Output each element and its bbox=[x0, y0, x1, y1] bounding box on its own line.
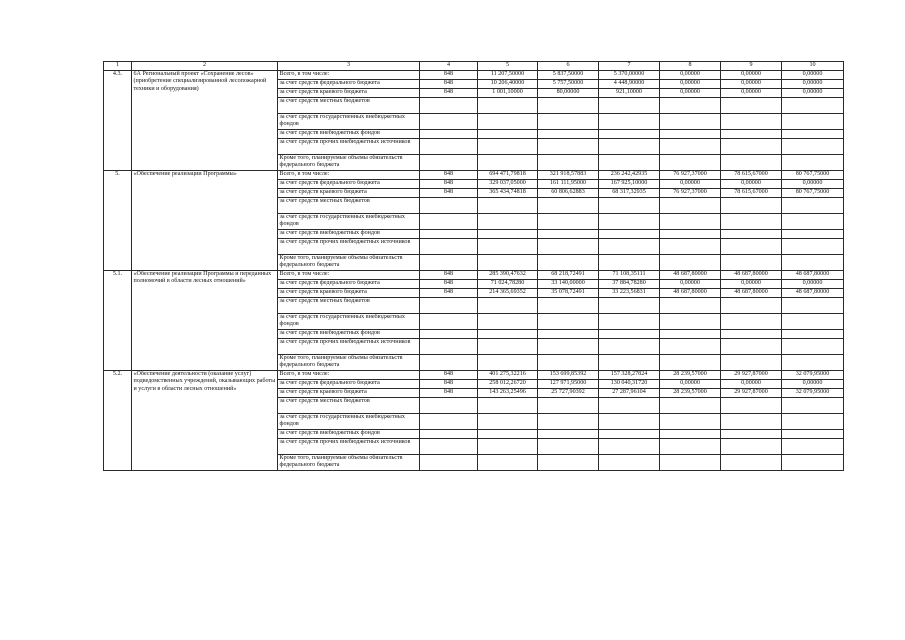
empty-cell bbox=[721, 239, 782, 255]
empty-cell bbox=[721, 230, 782, 239]
budget-code-cell: 848 bbox=[420, 289, 478, 298]
empty-cell bbox=[538, 439, 599, 455]
empty-cell bbox=[660, 114, 721, 130]
empty-cell bbox=[660, 198, 721, 214]
amount-cell: 48 687,80000 bbox=[721, 271, 782, 280]
item-index: 5.1. bbox=[104, 271, 132, 371]
empty-cell bbox=[782, 398, 844, 414]
empty-cell bbox=[660, 314, 721, 330]
funding-source: Всего, в том числе: bbox=[278, 171, 420, 180]
amount-cell: 35 078,72491 bbox=[538, 289, 599, 298]
funding-source: Кроме того, планируемые объемы обязательств федерального бюджета bbox=[278, 155, 420, 171]
table-row bbox=[104, 271, 844, 280]
empty-cell bbox=[782, 430, 844, 439]
empty-cell bbox=[721, 430, 782, 439]
column-header: 7 bbox=[599, 62, 660, 71]
empty-cell bbox=[660, 398, 721, 414]
empty-cell bbox=[660, 214, 721, 230]
empty-cell bbox=[782, 339, 844, 355]
amount-cell: 1 001,10000 bbox=[478, 89, 538, 98]
empty-cell bbox=[599, 239, 660, 255]
amount-cell: 0,00000 bbox=[721, 80, 782, 89]
empty-cell bbox=[660, 139, 721, 155]
amount-cell: 48 687,80000 bbox=[782, 271, 844, 280]
empty-cell bbox=[660, 230, 721, 239]
empty-cell bbox=[782, 114, 844, 130]
empty-cell bbox=[599, 398, 660, 414]
empty-cell bbox=[721, 439, 782, 455]
empty-cell bbox=[538, 398, 599, 414]
funding-source: за счет средств краевого бюджета bbox=[278, 289, 420, 298]
empty-cell bbox=[721, 114, 782, 130]
empty-cell bbox=[478, 430, 538, 439]
amount-cell: 401 275,32216 bbox=[478, 371, 538, 380]
amount-cell: 29 927,87000 bbox=[721, 371, 782, 380]
empty-cell bbox=[721, 414, 782, 430]
budget-code-cell: 848 bbox=[420, 189, 478, 198]
amount-cell: 214 365,69352 bbox=[478, 289, 538, 298]
item-name: 6А Региональный проект «Сохранение лесов» (приобретение специализированной лесопожарной техники и оборудования) bbox=[132, 71, 278, 171]
empty-cell bbox=[782, 439, 844, 455]
empty-cell bbox=[538, 130, 599, 139]
empty-cell bbox=[660, 330, 721, 339]
funding-source: за счет средств прочих внебюджетных источников bbox=[278, 339, 420, 355]
empty-cell bbox=[420, 314, 478, 330]
funding-source: за счет средств местных бюджетов bbox=[278, 98, 420, 114]
funding-source: за счет средств местных бюджетов bbox=[278, 398, 420, 414]
funding-source: Кроме того, планируемые объемы обязательств федерального бюджета bbox=[278, 355, 420, 371]
empty-cell bbox=[660, 130, 721, 139]
amount-cell: 71 024,78280 bbox=[478, 280, 538, 289]
amount-cell: 285 390,47632 bbox=[478, 271, 538, 280]
item-name: «Обеспечение реализации Программы и переданных полномочий в области лесных отношений» bbox=[132, 271, 278, 371]
empty-cell bbox=[478, 155, 538, 171]
empty-cell bbox=[538, 230, 599, 239]
amount-cell: 5 370,00000 bbox=[599, 71, 660, 80]
column-header: 1 bbox=[104, 62, 132, 71]
empty-cell bbox=[478, 398, 538, 414]
funding-source: за счет средств внебюджетных фондов bbox=[278, 430, 420, 439]
amount-cell: 76 927,37000 bbox=[660, 171, 721, 180]
empty-cell bbox=[478, 114, 538, 130]
empty-cell bbox=[660, 98, 721, 114]
column-header: 10 bbox=[782, 62, 844, 71]
empty-cell bbox=[782, 314, 844, 330]
amount-cell: 80 767,75000 bbox=[782, 171, 844, 180]
empty-cell bbox=[599, 230, 660, 239]
amount-cell: 0,00000 bbox=[782, 71, 844, 80]
empty-cell bbox=[721, 455, 782, 471]
funding-source: за счет средств внебюджетных фондов bbox=[278, 230, 420, 239]
empty-cell bbox=[660, 298, 721, 314]
budget-table bbox=[103, 61, 844, 471]
empty-cell bbox=[478, 198, 538, 214]
empty-cell bbox=[660, 430, 721, 439]
empty-cell bbox=[538, 339, 599, 355]
amount-cell: 0,00000 bbox=[721, 180, 782, 189]
empty-cell bbox=[538, 314, 599, 330]
amount-cell: 0,00000 bbox=[782, 89, 844, 98]
empty-cell bbox=[599, 314, 660, 330]
column-header: 3 bbox=[278, 62, 420, 71]
empty-cell bbox=[478, 130, 538, 139]
empty-cell bbox=[478, 339, 538, 355]
funding-source: за счет средств краевого бюджета bbox=[278, 89, 420, 98]
empty-cell bbox=[538, 214, 599, 230]
empty-cell bbox=[599, 198, 660, 214]
empty-cell bbox=[478, 98, 538, 114]
empty-cell bbox=[420, 139, 478, 155]
empty-cell bbox=[420, 398, 478, 414]
empty-cell bbox=[599, 414, 660, 430]
funding-source: Кроме того, планируемые объемы обязательств федерального бюджета bbox=[278, 455, 420, 471]
empty-cell bbox=[721, 139, 782, 155]
budget-code-cell: 848 bbox=[420, 271, 478, 280]
empty-cell bbox=[599, 139, 660, 155]
empty-cell bbox=[782, 355, 844, 371]
amount-cell: 0,00000 bbox=[660, 80, 721, 89]
budget-code-cell: 848 bbox=[420, 180, 478, 189]
empty-cell bbox=[478, 414, 538, 430]
amount-cell: 130 040,31720 bbox=[599, 380, 660, 389]
empty-cell bbox=[721, 298, 782, 314]
empty-cell bbox=[782, 298, 844, 314]
amount-cell: 0,00000 bbox=[660, 180, 721, 189]
amount-cell: 25 727,90392 bbox=[538, 389, 599, 398]
empty-cell bbox=[599, 255, 660, 271]
empty-cell bbox=[420, 439, 478, 455]
amount-cell: 28 239,57000 bbox=[660, 389, 721, 398]
empty-cell bbox=[420, 355, 478, 371]
empty-cell bbox=[420, 414, 478, 430]
empty-cell bbox=[782, 98, 844, 114]
empty-cell bbox=[478, 439, 538, 455]
empty-cell bbox=[478, 355, 538, 371]
empty-cell bbox=[478, 314, 538, 330]
amount-cell: 32 079,95000 bbox=[782, 371, 844, 380]
funding-source: за счет средств прочих внебюджетных источников bbox=[278, 239, 420, 255]
funding-source: за счет средств федерального бюджета bbox=[278, 280, 420, 289]
amount-cell: 0,00000 bbox=[721, 280, 782, 289]
empty-cell bbox=[721, 330, 782, 339]
column-header: 4 bbox=[420, 62, 478, 71]
amount-cell: 5 757,50000 bbox=[538, 80, 599, 89]
amount-cell: 321 918,57883 bbox=[538, 171, 599, 180]
amount-cell: 0,00000 bbox=[660, 380, 721, 389]
item-index: 5. bbox=[104, 171, 132, 271]
amount-cell: 0,00000 bbox=[660, 280, 721, 289]
amount-cell: 127 971,95000 bbox=[538, 380, 599, 389]
empty-cell bbox=[538, 430, 599, 439]
empty-cell bbox=[538, 414, 599, 430]
empty-cell bbox=[420, 198, 478, 214]
amount-cell: 68 317,32935 bbox=[599, 189, 660, 198]
empty-cell bbox=[660, 414, 721, 430]
amount-cell: 37 884,78280 bbox=[599, 280, 660, 289]
empty-cell bbox=[782, 414, 844, 430]
amount-cell: 236 242,42935 bbox=[599, 171, 660, 180]
amount-cell: 48 687,80000 bbox=[782, 289, 844, 298]
funding-source: за счет средств внебюджетных фондов bbox=[278, 330, 420, 339]
table-header-row bbox=[104, 62, 844, 71]
funding-source: за счет средств прочих внебюджетных источников bbox=[278, 439, 420, 455]
empty-cell bbox=[782, 214, 844, 230]
empty-cell bbox=[478, 139, 538, 155]
empty-cell bbox=[721, 130, 782, 139]
funding-source: за счет средств федерального бюджета bbox=[278, 80, 420, 89]
budget-code-cell: 848 bbox=[420, 380, 478, 389]
item-index: 4.3. bbox=[104, 71, 132, 171]
funding-source: за счет средств государственных внебюджетных фондов bbox=[278, 214, 420, 230]
empty-cell bbox=[420, 214, 478, 230]
empty-cell bbox=[721, 198, 782, 214]
empty-cell bbox=[660, 339, 721, 355]
empty-cell bbox=[721, 98, 782, 114]
column-header: 5 bbox=[478, 62, 538, 71]
budget-code-cell: 848 bbox=[420, 71, 478, 80]
budget-code-cell: 848 bbox=[420, 371, 478, 380]
column-header: 6 bbox=[538, 62, 599, 71]
column-header: 2 bbox=[132, 62, 278, 71]
empty-cell bbox=[721, 255, 782, 271]
empty-cell bbox=[660, 155, 721, 171]
amount-cell: 71 108,35111 bbox=[599, 271, 660, 280]
empty-cell bbox=[660, 439, 721, 455]
funding-source: за счет средств федерального бюджета bbox=[278, 180, 420, 189]
amount-cell: 29 927,87000 bbox=[721, 389, 782, 398]
funding-source: Всего, в том числе: bbox=[278, 271, 420, 280]
amount-cell: 33 223,56831 bbox=[599, 289, 660, 298]
amount-cell: 0,00000 bbox=[782, 380, 844, 389]
empty-cell bbox=[538, 98, 599, 114]
amount-cell: 153 699,85392 bbox=[538, 371, 599, 380]
budget-code-cell: 848 bbox=[420, 389, 478, 398]
funding-source: за счет средств прочих внебюджетных источников bbox=[278, 139, 420, 155]
amount-cell: 32 079,95000 bbox=[782, 389, 844, 398]
empty-cell bbox=[782, 239, 844, 255]
table-row bbox=[104, 71, 844, 80]
empty-cell bbox=[420, 130, 478, 139]
empty-cell bbox=[478, 214, 538, 230]
item-name: «Обеспечение деятельности (оказание услуг) подведомственных учреждений, оказывающих работы и услуги в области лесных отношений» bbox=[132, 371, 278, 471]
empty-cell bbox=[599, 339, 660, 355]
amount-cell: 68 218,72491 bbox=[538, 271, 599, 280]
amount-cell: 11 207,50000 bbox=[478, 71, 538, 80]
empty-cell bbox=[420, 230, 478, 239]
empty-cell bbox=[538, 255, 599, 271]
empty-cell bbox=[420, 430, 478, 439]
empty-cell bbox=[420, 114, 478, 130]
empty-cell bbox=[538, 455, 599, 471]
funding-source: за счет средств внебюджетных фондов bbox=[278, 130, 420, 139]
empty-cell bbox=[420, 239, 478, 255]
empty-cell bbox=[660, 255, 721, 271]
amount-cell: 921,10000 bbox=[599, 89, 660, 98]
amount-cell: 329 037,05000 bbox=[478, 180, 538, 189]
empty-cell bbox=[538, 298, 599, 314]
empty-cell bbox=[538, 239, 599, 255]
empty-cell bbox=[420, 339, 478, 355]
amount-cell: 0,00000 bbox=[782, 180, 844, 189]
empty-cell bbox=[420, 455, 478, 471]
column-header: 9 bbox=[721, 62, 782, 71]
item-index: 5.2. bbox=[104, 371, 132, 471]
amount-cell: 694 471,79818 bbox=[478, 171, 538, 180]
amount-cell: 0,00000 bbox=[721, 71, 782, 80]
funding-source: за счет средств государственных внебюджетных фондов bbox=[278, 114, 420, 130]
empty-cell bbox=[782, 230, 844, 239]
empty-cell bbox=[420, 330, 478, 339]
funding-source: Кроме того, планируемые объемы обязательств федерального бюджета bbox=[278, 255, 420, 271]
empty-cell bbox=[599, 355, 660, 371]
funding-source: за счет средств местных бюджетов bbox=[278, 198, 420, 214]
amount-cell: 60 806,62883 bbox=[538, 189, 599, 198]
empty-cell bbox=[538, 355, 599, 371]
table-row bbox=[104, 371, 844, 380]
empty-cell bbox=[478, 298, 538, 314]
amount-cell: 10 206,40000 bbox=[478, 80, 538, 89]
empty-cell bbox=[782, 130, 844, 139]
amount-cell: 28 239,57000 bbox=[660, 371, 721, 380]
budget-code-cell: 848 bbox=[420, 89, 478, 98]
empty-cell bbox=[782, 330, 844, 339]
empty-cell bbox=[478, 239, 538, 255]
empty-cell bbox=[599, 155, 660, 171]
empty-cell bbox=[599, 214, 660, 230]
funding-source: за счет средств государственных внебюджетных фондов bbox=[278, 414, 420, 430]
empty-cell bbox=[478, 255, 538, 271]
amount-cell: 161 111,95000 bbox=[538, 180, 599, 189]
budget-code-cell: 848 bbox=[420, 280, 478, 289]
amount-cell: 258 012,26720 bbox=[478, 380, 538, 389]
item-name: «Обеспечение реализации Программы» bbox=[132, 171, 278, 271]
amount-cell: 33 140,00000 bbox=[538, 280, 599, 289]
amount-cell: 5 837,50000 bbox=[538, 71, 599, 80]
empty-cell bbox=[538, 114, 599, 130]
budget-code-cell: 848 bbox=[420, 171, 478, 180]
empty-cell bbox=[538, 139, 599, 155]
empty-cell bbox=[721, 314, 782, 330]
empty-cell bbox=[782, 455, 844, 471]
amount-cell: 78 615,67000 bbox=[721, 189, 782, 198]
empty-cell bbox=[599, 455, 660, 471]
empty-cell bbox=[782, 155, 844, 171]
funding-source: за счет средств краевого бюджета bbox=[278, 389, 420, 398]
funding-source: за счет средств местных бюджетов bbox=[278, 298, 420, 314]
empty-cell bbox=[420, 98, 478, 114]
amount-cell: 78 615,67000 bbox=[721, 171, 782, 180]
amount-cell: 157 328,27824 bbox=[599, 371, 660, 380]
amount-cell: 0,00000 bbox=[782, 80, 844, 89]
amount-cell: 0,00000 bbox=[660, 71, 721, 80]
empty-cell bbox=[721, 155, 782, 171]
empty-cell bbox=[599, 430, 660, 439]
empty-cell bbox=[782, 255, 844, 271]
funding-source: за счет средств краевого бюджета bbox=[278, 189, 420, 198]
empty-cell bbox=[420, 155, 478, 171]
amount-cell: 167 925,10000 bbox=[599, 180, 660, 189]
amount-cell: 76 927,37000 bbox=[660, 189, 721, 198]
amount-cell: 0,00000 bbox=[660, 89, 721, 98]
funding-source: за счет средств государственных внебюджетных фондов bbox=[278, 314, 420, 330]
empty-cell bbox=[721, 398, 782, 414]
amount-cell: 48 687,80000 bbox=[660, 271, 721, 280]
amount-cell: 4 448,90000 bbox=[599, 80, 660, 89]
amount-cell: 0,00000 bbox=[721, 89, 782, 98]
funding-source: Всего, в том числе: bbox=[278, 71, 420, 80]
empty-cell bbox=[599, 130, 660, 139]
table-row bbox=[104, 171, 844, 180]
amount-cell: 143 263,25496 bbox=[478, 389, 538, 398]
empty-cell bbox=[660, 239, 721, 255]
empty-cell bbox=[538, 155, 599, 171]
empty-cell bbox=[599, 439, 660, 455]
funding-source: Всего, в том числе: bbox=[278, 371, 420, 380]
empty-cell bbox=[660, 455, 721, 471]
amount-cell: 0,00000 bbox=[721, 380, 782, 389]
empty-cell bbox=[538, 330, 599, 339]
empty-cell bbox=[538, 198, 599, 214]
amount-cell: 48 687,80000 bbox=[721, 289, 782, 298]
empty-cell bbox=[660, 355, 721, 371]
empty-cell bbox=[721, 339, 782, 355]
empty-cell bbox=[599, 114, 660, 130]
empty-cell bbox=[478, 330, 538, 339]
empty-cell bbox=[721, 355, 782, 371]
funding-source: за счет средств федерального бюджета bbox=[278, 380, 420, 389]
empty-cell bbox=[599, 98, 660, 114]
budget-code-cell: 848 bbox=[420, 80, 478, 89]
empty-cell bbox=[478, 230, 538, 239]
empty-cell bbox=[721, 214, 782, 230]
amount-cell: 27 287,96104 bbox=[599, 389, 660, 398]
empty-cell bbox=[782, 198, 844, 214]
column-header: 8 bbox=[660, 62, 721, 71]
empty-cell bbox=[420, 298, 478, 314]
amount-cell: 80,00000 bbox=[538, 89, 599, 98]
empty-cell bbox=[420, 255, 478, 271]
empty-cell bbox=[478, 455, 538, 471]
amount-cell: 0,00000 bbox=[782, 280, 844, 289]
amount-cell: 80 767,75000 bbox=[782, 189, 844, 198]
amount-cell: 48 687,80000 bbox=[660, 289, 721, 298]
amount-cell: 365 434,74818 bbox=[478, 189, 538, 198]
empty-cell bbox=[782, 139, 844, 155]
empty-cell bbox=[599, 330, 660, 339]
empty-cell bbox=[599, 298, 660, 314]
